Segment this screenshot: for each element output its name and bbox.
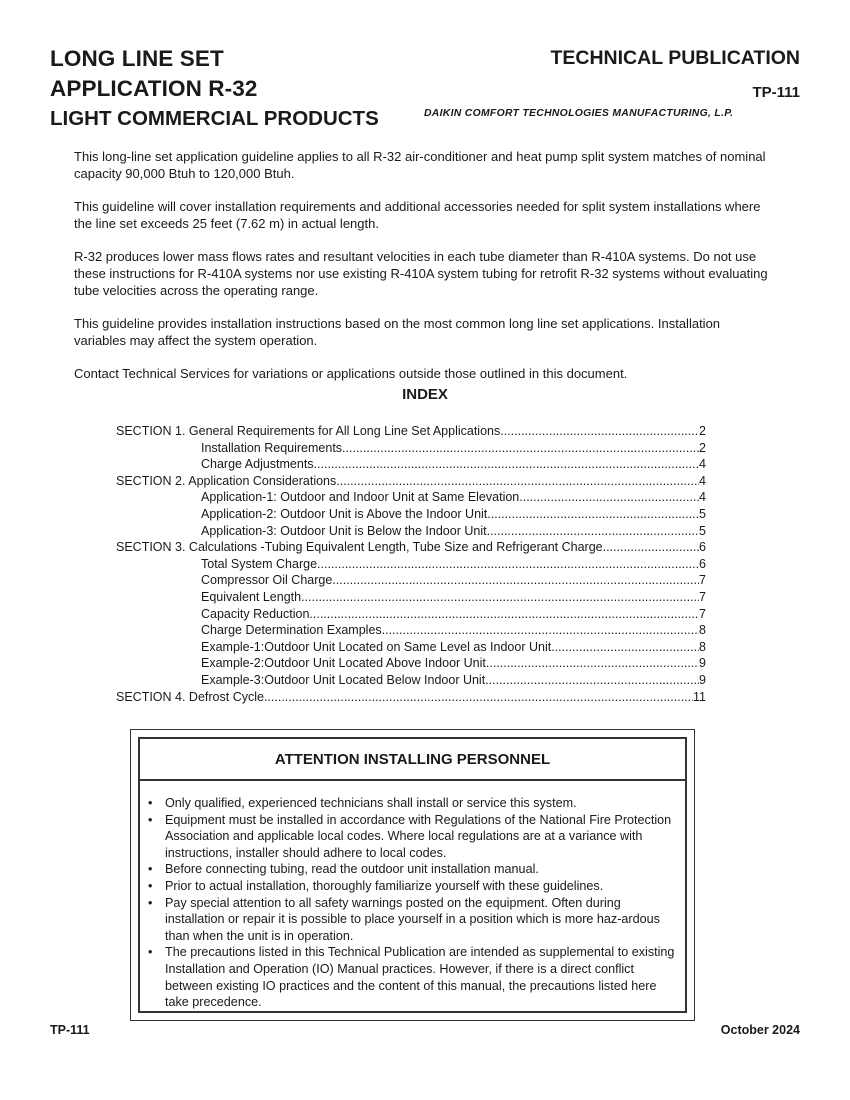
- toc-entry: [116, 539, 706, 556]
- toc-entry: [116, 473, 706, 490]
- toc-entry: [116, 523, 706, 540]
- toc-entry-label: Example-3:Outdoor Unit Located Below Indoor Unit: [201, 672, 486, 687]
- toc-leader-dots: [551, 639, 699, 656]
- list-item: • Only qualified, experienced technicians shall install or service this system.: [148, 795, 675, 812]
- intro-paragraph: This guideline provides installation instructions based on the most common long line set applications. Installation variables may affect the system operation.: [74, 316, 721, 348]
- toc-leader-dots: [519, 489, 699, 506]
- intro-paragraph: R-32 produces lower mass flows rates and resultant velocities in each tube diameter than R-410A systems. Do not use these instructions for R-410A systems nor use existing R-410A system tubing for retrofit R-32 systems without evaluating tube velocities across the operating range.: [74, 249, 768, 298]
- toc-entry-label: Charge Determination Examples: [201, 623, 382, 638]
- toc-entry: [116, 672, 706, 689]
- toc-leader-dots: [309, 606, 699, 623]
- toc-leader-dots: [500, 423, 699, 440]
- attention-body: [138, 781, 687, 1013]
- toc-entry-label: Example-2:Outdoor Unit Located Above Indoor Unit: [201, 656, 486, 671]
- company-name: DAIKIN COMFORT TECHNOLOGIES MANUFACTURING, L.P.: [424, 108, 734, 119]
- list-item: • Equipment must be installed in accordance with Regulations of the National Fire Protection Association and applicable local codes. Where local regulations are at a variance with instructions, installer should adhere to local codes.: [148, 812, 675, 862]
- intro-paragraph: This guideline will cover installation requirements and additional accessories needed for split system installations where the line set exceeds 25 feet (7.62 m) in actual length.: [74, 199, 761, 231]
- toc-entry-page: 8: [699, 639, 706, 654]
- toc-leader-dots: [332, 572, 699, 589]
- toc-entry-label: Capacity Reduction: [201, 606, 310, 621]
- toc-entry-label: Equivalent Length: [201, 589, 302, 604]
- toc-entry-page: 8: [699, 623, 706, 638]
- toc-entry-label: Application-2: Outdoor Unit is Above the Indoor Unit: [201, 506, 488, 521]
- toc-leader-dots: [486, 655, 699, 672]
- toc-entry: [116, 606, 706, 623]
- toc-entry-label: SECTION 1. General Requirements for All Long Line Set Applications: [116, 424, 501, 438]
- toc-entry: [116, 639, 706, 656]
- toc-entry-page: 2: [699, 424, 706, 438]
- intro-paragraph: This long-line set application guideline applies to all R-32 air-conditioner and heat pump split system matches of nominal capacity 90,000 Btuh to 120,000 Btuh.: [74, 149, 766, 181]
- list-item: • Pay special attention to all safety warnings posted on the equipment. Often during installation or repair it is possible to place yourself in a position which is more haz-ardous than when the unit is in operation.: [148, 895, 675, 945]
- toc-entry-label: Example-1:Outdoor Unit Located on Same Level as Indoor Unit: [201, 639, 552, 654]
- toc-leader-dots: [487, 523, 699, 540]
- toc-entry-label: Application-1: Outdoor and Indoor Unit at Same Elevation: [201, 490, 520, 505]
- list-item: • Prior to actual installation, thoroughly familiarize yourself with these guidelines.: [148, 878, 675, 895]
- footer-publication-number: TP-111: [50, 1023, 90, 1037]
- toc-entry-page: 6: [699, 540, 706, 555]
- toc-entry-label: Total System Charge: [201, 556, 318, 571]
- title-line-1: LONG LINE SET: [50, 46, 224, 71]
- toc-entry-page: 6: [699, 556, 706, 571]
- toc-entry-page: 9: [699, 672, 706, 687]
- toc-entry: [116, 655, 706, 672]
- toc-entry-label: Application-3: Outdoor Unit is Below the Indoor Unit: [201, 523, 487, 538]
- toc-entry: [116, 589, 706, 606]
- toc-entry: [116, 689, 706, 706]
- toc-entry-page: 9: [699, 656, 706, 671]
- list-item: • The precautions listed in this Technical Publication are intended as supplemental to existing Installation and Operation (IO) Manual practices. However, if there is a direct conflict between existing IO practices and the content of this manual, the precautions listed here take precedence.: [148, 944, 675, 1010]
- footer-date: October 2024: [720, 1023, 800, 1037]
- toc-leader-dots: [314, 456, 699, 473]
- title-line-2: APPLICATION R-32: [50, 76, 258, 101]
- toc-entry-page: 4: [699, 457, 706, 472]
- publication-number: TP-111: [752, 84, 800, 101]
- publication-info: [550, 46, 800, 101]
- attention-box: [130, 729, 695, 1021]
- index-heading: INDEX: [402, 386, 448, 403]
- toc-entry-page: 7: [699, 606, 706, 621]
- toc-leader-dots: [342, 440, 699, 457]
- toc-leader-dots: [487, 506, 699, 523]
- toc-entry-page: 4: [699, 490, 706, 505]
- toc-entry-label: Charge Adjustments: [201, 457, 314, 472]
- toc-entry: [116, 506, 706, 523]
- toc-entry: [116, 572, 706, 589]
- toc-entry: [116, 456, 706, 473]
- toc-entry-page: 5: [699, 523, 706, 538]
- table-of-contents: [116, 423, 706, 705]
- toc-entry-page: 2: [699, 440, 706, 455]
- toc-entry-page: 5: [699, 506, 706, 521]
- attention-heading: ATTENTION INSTALLING PERSONNEL: [138, 737, 687, 781]
- toc-entry: [116, 489, 706, 506]
- toc-entry: [116, 423, 706, 440]
- toc-entry-label: Compressor Oil Charge: [201, 573, 333, 588]
- toc-leader-dots: [301, 589, 699, 606]
- toc-entry: [116, 622, 706, 639]
- toc-entry-label: SECTION 3. Calculations -Tubing Equivalent Length, Tube Size and Refrigerant Charge: [116, 540, 603, 555]
- intro-paragraph: Contact Technical Services for variations or applications outside those outlined in this document.: [74, 366, 628, 381]
- toc-entry-label: SECTION 2. Application Considerations: [116, 473, 337, 488]
- document-title: [50, 44, 379, 134]
- toc-entry-label: Installation Requirements: [201, 440, 343, 455]
- toc-leader-dots: [485, 672, 699, 689]
- list-item: • Before connecting tubing, read the outdoor unit installation manual.: [148, 861, 675, 878]
- toc-entry: [116, 556, 706, 573]
- toc-entry-page: 4: [699, 473, 706, 488]
- toc-entry-page: 7: [699, 573, 706, 588]
- toc-entry-page: 11: [693, 689, 706, 704]
- toc-leader-dots: [603, 539, 699, 556]
- publication-type: TECHNICAL PUBLICATION: [550, 47, 800, 69]
- toc-leader-dots: [317, 556, 699, 573]
- toc-leader-dots: [382, 622, 699, 639]
- attention-list: [148, 795, 675, 1011]
- toc-entry-label: SECTION 4. Defrost Cycle: [116, 689, 264, 704]
- toc-entry: [116, 440, 706, 457]
- toc-leader-dots: [336, 473, 699, 490]
- toc-leader-dots: [264, 689, 693, 706]
- title-line-3: LIGHT COMMERCIAL PRODUCTS: [50, 107, 379, 130]
- toc-entry-page: 7: [699, 589, 706, 604]
- intro-text: [74, 148, 774, 398]
